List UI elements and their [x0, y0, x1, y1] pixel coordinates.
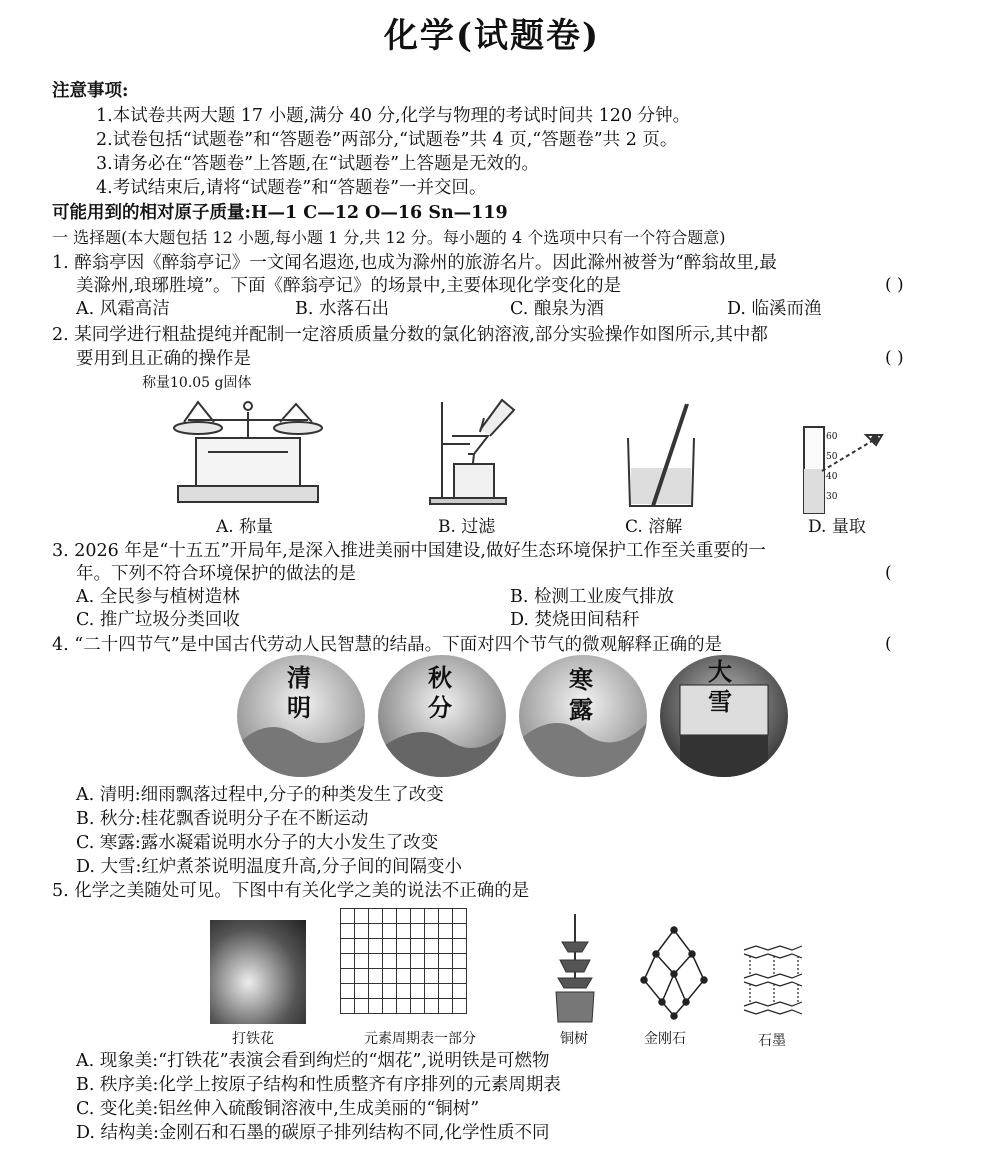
cylinder-tick: 40 — [826, 472, 838, 482]
iron-flower-image — [210, 920, 306, 1024]
q3-option-b: B. 检测工业废气排放 — [510, 587, 674, 607]
q3-stem-line1: 3. 2026 年是“十五五”开局年,是深入推进美丽中国建设,做好生态环境保护工作至关重要的一 — [52, 541, 766, 561]
q4-stem-line1: 4. “二十四节气”是中国古代劳动人民智慧的结晶。下面对四个节气的微观解释正确的是 — [52, 635, 723, 655]
solar-term-image-qingming — [237, 655, 365, 777]
page-title: 化学(试题卷) — [383, 16, 601, 56]
q5-option-b: B. 秩序美:化学上按原子结构和性质整齐有序排列的元素周期表 — [76, 1075, 561, 1095]
solar-term-hanlu: 寒露 — [569, 665, 593, 724]
cylinder-tick: 30 — [826, 492, 838, 502]
q5-caption-periodic-table: 元素周期表一部分 — [364, 1031, 476, 1047]
q2-caption-c: C. 溶解 — [625, 517, 683, 537]
q4-option-a: A. 清明:细雨飘落过程中,分子的种类发生了改变 — [76, 785, 444, 805]
notice-item: 3.请务必在“答题卷”上答题,在“试题卷”上答题是无效的。 — [96, 154, 540, 174]
solar-term-daxue: 大雪 — [708, 657, 732, 716]
solar-term-image-daxue — [660, 655, 788, 777]
q5-caption-copper-tree: 铜树 — [560, 1031, 588, 1047]
notice-item: 2.试卷包括“试题卷”和“答题卷”两部分,“试题卷”共 4 页,“答题卷”共 2 页。 — [96, 130, 678, 150]
cylinder-figure — [796, 425, 906, 515]
q1-option-b: B. 水落石出 — [295, 299, 389, 319]
solar-term-image-qiufen — [378, 655, 506, 777]
q5-option-a: A. 现象美:“打铁花”表演会看到绚烂的“烟花”,说明铁是可燃物 — [76, 1051, 550, 1071]
diamond-structure-figure — [636, 924, 712, 1020]
weigh-label: 称量10.05 g固体 — [142, 375, 252, 391]
periodic-table-figure — [340, 908, 467, 1014]
q5-caption-diamond: 金刚石 — [644, 1031, 686, 1047]
q4-answer-paren: ( — [885, 634, 892, 654]
copper-tree-figure — [552, 912, 598, 1024]
q2-answer-paren: ( ) — [885, 348, 904, 368]
q2-caption-d: D. 量取 — [808, 517, 866, 537]
q3-answer-paren: ( — [885, 563, 892, 583]
solar-term-image-hanlu — [519, 655, 647, 777]
q1-option-c: C. 酿泉为酒 — [510, 299, 604, 319]
q2-stem-line1: 2. 某同学进行粗盐提纯并配制一定溶质质量分数的氯化钠溶液,部分实验操作如图所示,其中都 — [52, 325, 768, 345]
filtration-figure — [422, 392, 522, 510]
q4-option-c: C. 寒露:露水凝霜说明水分子的大小发生了改变 — [76, 833, 439, 853]
q5-option-d: D. 结构美:金刚石和石墨的碳原子排列结构不同,化学性质不同 — [76, 1123, 550, 1143]
notice-item: 1.本试卷共两大题 17 小题,满分 40 分,化学与物理的考试时间共 120 分钟。 — [96, 106, 691, 126]
dissolving-figure — [622, 398, 702, 510]
q2-stem-line2: 要用到且正确的操作是 — [76, 349, 251, 369]
cylinder-tick: 60 — [826, 432, 838, 442]
solar-term-qiufen: 秋分 — [428, 663, 452, 722]
section-heading: 一 选择题(本大题包括 12 小题,每小题 1 分,共 12 分。每小题的 4 个选项中只有一个符合题意) — [52, 228, 726, 247]
balance-figure — [168, 392, 328, 510]
q3-stem-line2: 年。下列不符合环境保护的做法的是 — [76, 564, 356, 584]
notice-item: 4.考试结束后,请将“试题卷”和“答题卷”一并交回。 — [96, 178, 487, 198]
q5-caption-iron-flower: 打铁花 — [232, 1031, 274, 1047]
q2-caption-a: A. 称量 — [216, 517, 274, 537]
notice-heading: 注意事项: — [52, 81, 129, 101]
q3-option-c: C. 推广垃圾分类回收 — [76, 610, 240, 630]
atomic-mass-line: 可能用到的相对原子质量:H—1 C—12 O—16 Sn—119 — [52, 203, 508, 223]
q1-option-a: A. 风霜高洁 — [76, 299, 170, 319]
q5-caption-graphite: 石墨 — [758, 1033, 786, 1049]
solar-term-qingming: 清明 — [287, 663, 311, 722]
cylinder-tick: 50 — [826, 452, 838, 462]
graphite-structure-figure — [740, 944, 806, 1024]
q5-option-c: C. 变化美:铝丝伸入硫酸铜溶液中,生成美丽的“铜树” — [76, 1099, 480, 1119]
q4-option-b: B. 秋分:桂花飘香说明分子在不断运动 — [76, 809, 369, 829]
q4-option-d: D. 大雪:红炉煮茶说明温度升高,分子间的间隔变小 — [76, 857, 462, 877]
q1-stem-line2: 美滁州,琅琊胜境”。下面《醉翁亭记》的场景中,主要体现化学变化的是 — [76, 276, 622, 296]
q2-caption-b: B. 过滤 — [438, 517, 496, 537]
q1-option-d: D. 临溪而渔 — [727, 299, 822, 319]
q1-answer-paren: ( ) — [885, 275, 904, 295]
q3-option-a: A. 全民参与植树造林 — [76, 587, 240, 607]
q1-stem-line1: 1. 醉翁亭因《醉翁亭记》一文闻名遐迩,也成为滁州的旅游名片。因此滁州被誉为“醉翁故里,最 — [52, 253, 777, 273]
q5-stem-line1: 5. 化学之美随处可见。下图中有关化学之美的说法不正确的是 — [52, 881, 530, 901]
q3-option-d: D. 焚烧田间秸秆 — [510, 610, 640, 630]
